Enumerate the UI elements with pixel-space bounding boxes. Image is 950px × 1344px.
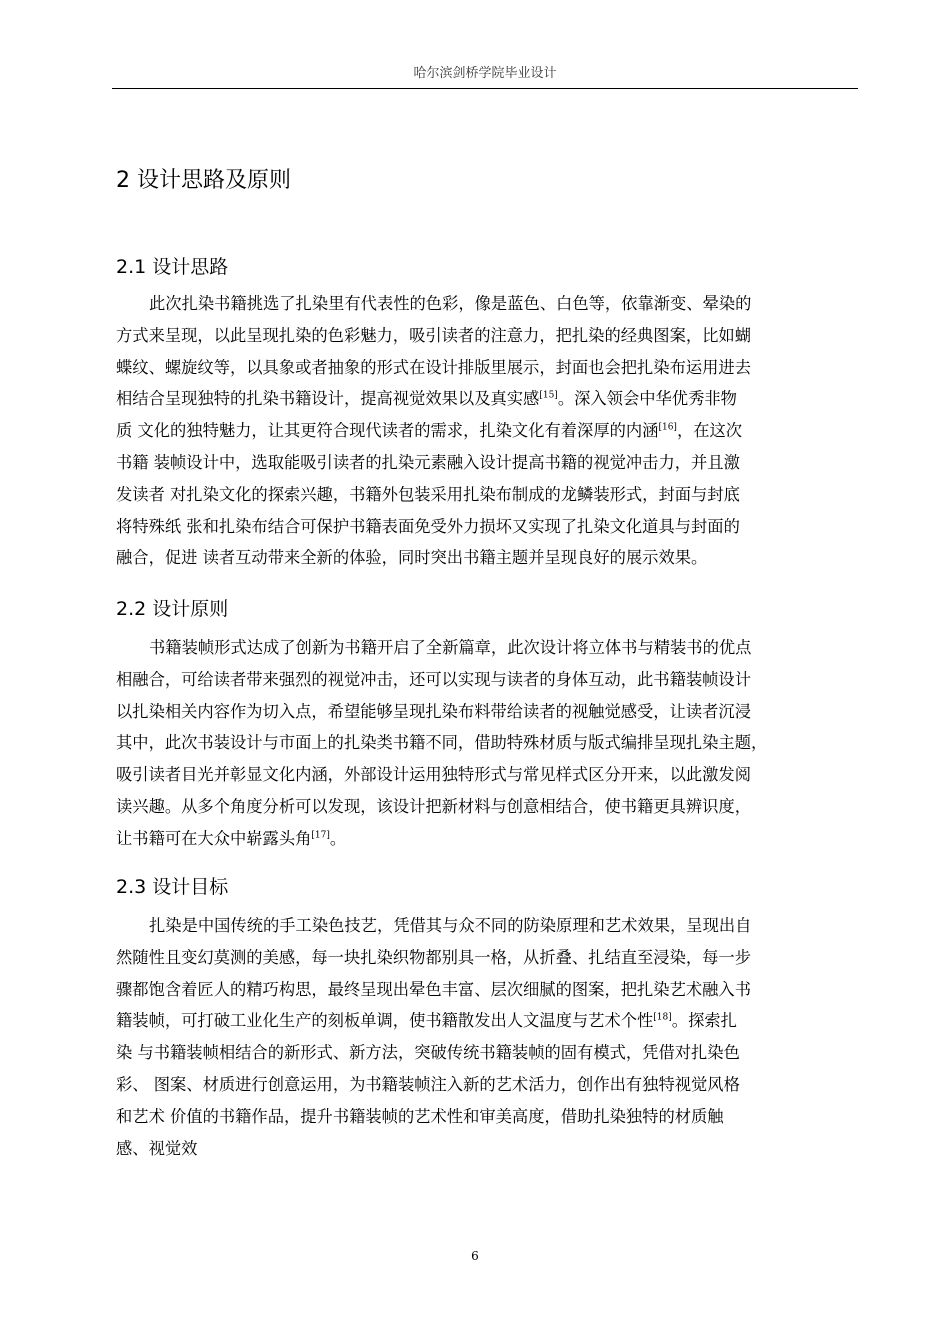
text-line: 融合，促进 读者互动带来全新的体验，同时突出书籍主题并呈现良好的展示效果。 (116, 548, 708, 568)
text-line: 吸引读者目光并彰显文化内涵，外部设计运用独特形式与常见样式区分开来，以此激发阅 (116, 765, 751, 785)
text-line: 此次扎染书籍挑选了扎染里有代表性的色彩，像是蓝色、白色等，依靠渐变、晕染的 (149, 294, 752, 313)
text-line: 感、视觉效 (116, 1138, 198, 1158)
text-line: 相结合呈现独特的扎染书籍设计，提高视觉效果以及真实感[15]。深入领会中华优秀非物 (116, 389, 737, 409)
section-body-2-3 (116, 910, 858, 1164)
citation-15: [15] (539, 390, 558, 401)
citation-18: [18] (653, 1012, 672, 1023)
header-divider (112, 88, 858, 89)
text-line: 其中，此次书装设计与市面上的扎染类书籍不同，借助特殊材质与版式编排呈现扎染主题， (116, 733, 768, 753)
chapter-title: 2 设计思路及原则 (116, 168, 291, 193)
page-number: 6 (471, 1249, 479, 1263)
text-line: 发读者 对扎染文化的探索兴趣，书籍外包装采用扎染布制成的龙鳞装形式，封面与封底 (116, 484, 740, 504)
text-line: 方式来呈现，以此呈现扎染的色彩魅力，吸引读者的注意力，把扎染的经典图案，比如蝴 (116, 325, 751, 345)
text-line: 和艺术 价值的书籍作品，提升书籍装帧的艺术性和审美高度，借助扎染独特的材质触 (116, 1106, 724, 1126)
text-line: 质 文化的独特魅力，让其更符合现代读者的需求，扎染文化有着深厚的内涵[16]，在这次 (116, 421, 743, 441)
text-line: 彩、 图案、材质进行创意运用，为书籍装帧注入新的艺术活力，创作出有独特视觉风格 (116, 1074, 740, 1094)
text-line: 书籍 装帧设计中，选取能吸引读者的扎染元素融入设计提高书籍的视觉冲击力，并且激 (116, 452, 740, 472)
text-line: 蝶纹、螺旋纹等，以具象或者抽象的形式在设计排版里展示，封面也会把扎染布运用进去 (116, 357, 751, 377)
section-title-2-3: 2.3 设计目标 (116, 876, 229, 898)
page-header: 哈尔滨剑桥学院毕业设计 (413, 66, 557, 81)
text-line: 让书籍可在大众中崭露头角[17]。 (116, 828, 347, 848)
text-line: 将特殊纸 张和扎染布结合可保护书籍表面免受外力损坏又实现了扎染文化道具与封面的 (116, 516, 740, 536)
text-line: 书籍装帧形式达成了创新为书籍开启了全新篇章，此次设计将立体书与精装书的优点 (149, 638, 752, 657)
text-line: 读兴趣。从多个角度分析可以发现，该设计把新材料与创意相结合，使书籍更具辨识度， (116, 796, 751, 816)
section-title-2-1: 2.1 设计思路 (116, 256, 229, 278)
text-line: 以扎染相关内容作为切入点，希望能够呈现扎染布料带给读者的视触觉感受，让读者沉浸 (116, 701, 751, 721)
text-line: 然随性且变幻莫测的美感，每一块扎染织物都别具一格，从折叠、扎结直至浸染，每一步 (116, 947, 751, 967)
text-line: 相融合，可给读者带来强烈的视觉冲击，还可以实现与读者的身体互动，此书籍装帧设计 (116, 669, 751, 689)
section-title-2-2: 2.2 设计原则 (116, 598, 229, 620)
citation-17: [17] (311, 830, 330, 841)
citation-16: [16] (658, 422, 677, 433)
text-line: 扎染是中国传统的手工染色技艺，凭借其与众不同的防染原理和艺术效果，呈现出自 (149, 916, 752, 935)
section-body-2-2 (116, 632, 858, 855)
text-line: 染 与书籍装帧相结合的新形式、新方法，突破传统书籍装帧的固有模式，凭借对扎染色 (116, 1043, 740, 1063)
text-line: 骤都饱含着匠人的精巧构思，最终呈现出晕色丰富、层次细腻的图案，把扎染艺术融入书 (116, 979, 751, 999)
section-body-2-1 (116, 288, 858, 574)
text-line: 籍装帧，可打破工业化生产的刻板单调，使书籍散发出人文温度与艺术个性[18]。探索扎 (116, 1011, 737, 1031)
